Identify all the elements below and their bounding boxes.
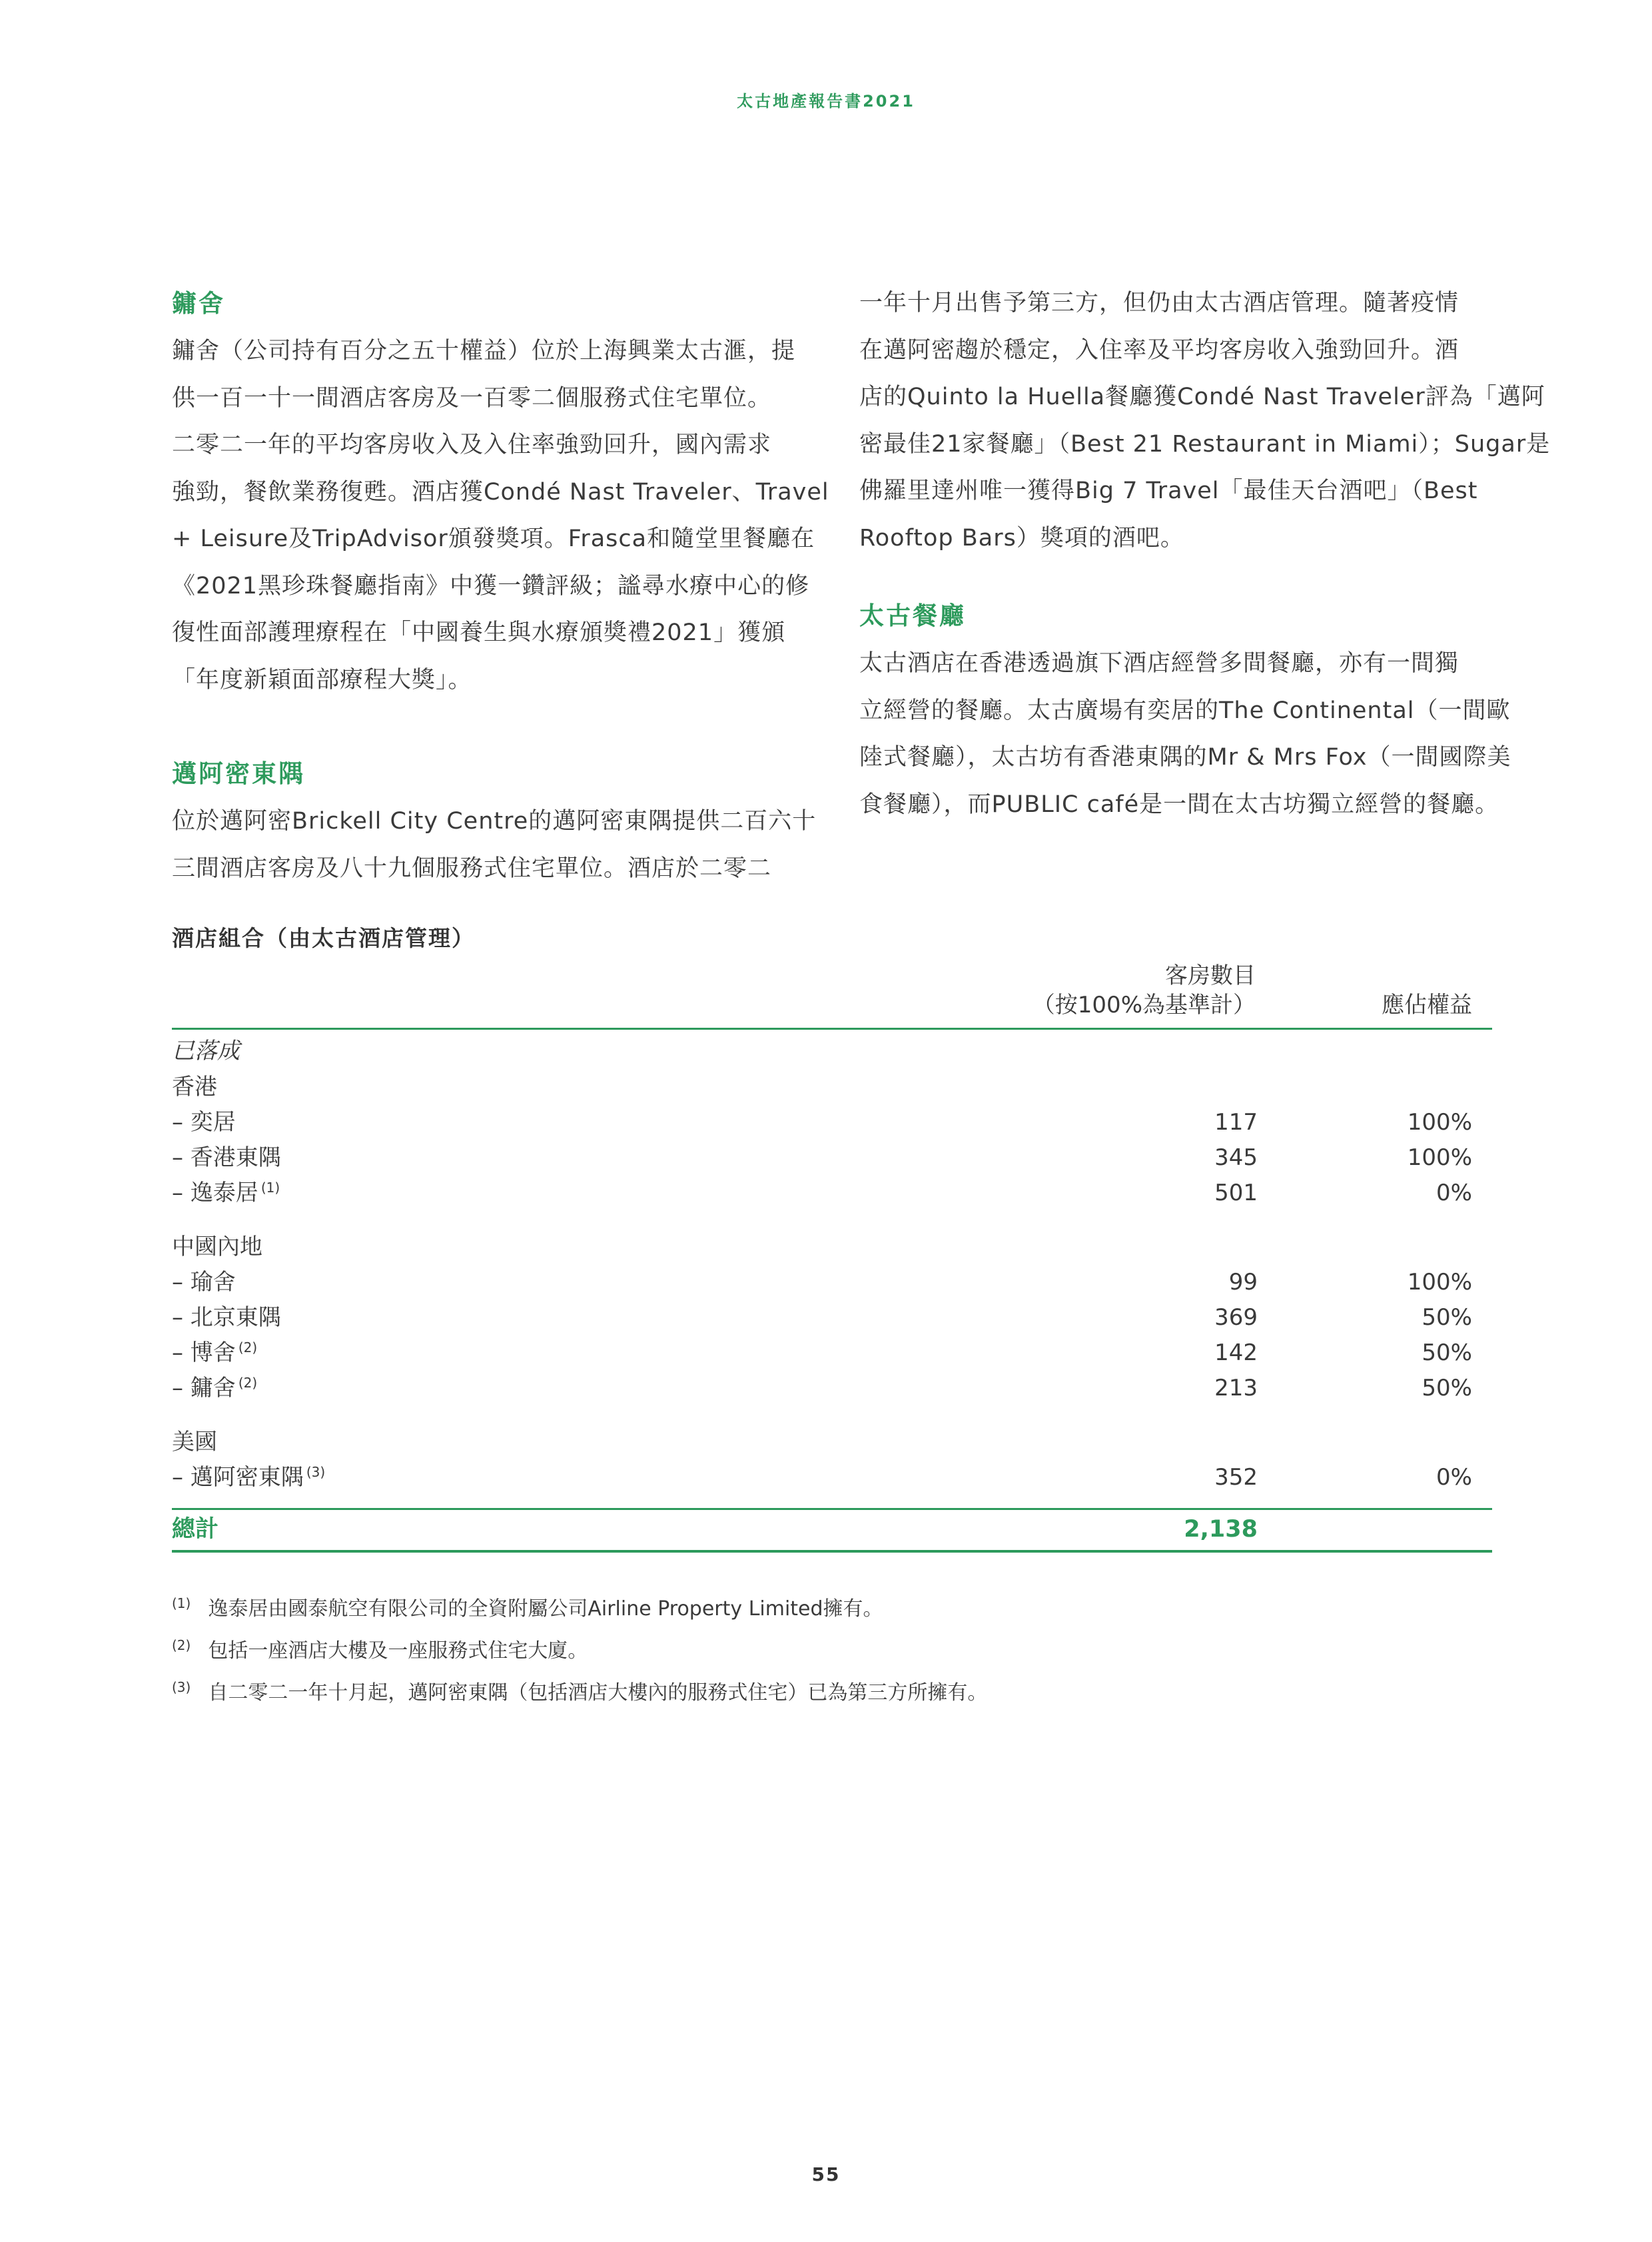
paragraph-line: Rooftop Bars）獎項的酒吧。 [859,524,1184,552]
section-heading-swire-restaurants: 太古餐廳 [859,601,966,630]
page-number: 55 [811,2163,841,2185]
region-label: 美國 [172,1429,217,1455]
table-region-row [172,1070,1492,1104]
left-column [172,280,829,892]
region-label: 中國內地 [172,1234,262,1260]
hotel-rooms: 117 [1214,1109,1258,1136]
column-header-rooms [959,961,1256,1020]
paragraph-line: 一年十月出售予第三方，但仍由太古酒店管理。隨著疫情 [859,290,1459,316]
table-row [172,1301,1492,1334]
section-heading-the-middle-house: 鏞舍 [172,289,225,318]
table-row [172,1336,1492,1369]
table-title: 酒店組合（由太古酒店管理） [172,925,475,951]
paragraph-line: 強勁，餐飲業務復甦。酒店獲Condé Nast Traveler、Travel [172,478,829,506]
hotel-rooms: 369 [1214,1304,1258,1331]
hotel-rooms: 142 [1214,1339,1258,1366]
region-label: 香港 [172,1074,217,1100]
category-label: 已落成 [172,1038,240,1064]
paragraph-line: 位於邁阿密Brickell City Centre的邁阿密東隅提供二百六十 [172,808,817,835]
paragraph-line: 食餐廳），而PUBLIC café是一間在太古坊獨立經營的餐廳。 [859,791,1499,818]
table-region-row [172,1425,1492,1459]
hotel-interest: 0% [1436,1180,1472,1206]
hotel-interest: 0% [1436,1464,1472,1491]
hotel-interest: 100% [1407,1109,1472,1136]
table-header-rule [172,1028,1492,1030]
hotel-interest: 50% [1422,1304,1472,1331]
hotel-name: – 逸泰居 $^{(1)}$ [172,1179,280,1206]
total-rooms: 2,138 [1184,1516,1258,1543]
hotel-name: – 香港東隅 [172,1144,281,1171]
running-header: 太古地產報告書2021 [737,92,915,111]
table-row [172,1141,1492,1174]
hotel-rooms: 345 [1214,1144,1258,1171]
hotel-rooms: 352 [1214,1464,1258,1491]
paragraph-line: 密最佳21家餐廳」（Best 21 Restaurant in Miami）；Sugar是 [859,430,1551,458]
table-row [172,1176,1492,1210]
hotel-interest: 100% [1407,1144,1472,1171]
hotel-interest: 50% [1422,1339,1472,1366]
table-row [172,1106,1492,1139]
hotel-name: – 博舍 $^{(2)}$ [172,1339,258,1366]
table-category-row [172,1034,1492,1068]
column-header-rooms-line1: 客房數目 [1165,962,1256,989]
hotel-name: – 瑜舍 [172,1269,236,1296]
table-total-rule [172,1508,1492,1510]
paragraph-line: 《2021黑珍珠餐廳指南》中獲一鑽評級；謐尋水療中心的修 [172,572,810,599]
hotel-name: – 奕居 [172,1109,236,1136]
paragraph-line: 二零二一年的平均客房收入及入住率強勁回升，國內需求 [172,432,772,458]
table-total-row [172,1513,1492,1546]
paragraph-line: 供一百一十一間酒店客房及一百零二個服務式住宅單位。 [172,384,772,412]
table-row [172,1461,1492,1494]
hotel-name: – 邁阿密東隅 $^{(3)}$ [172,1463,326,1491]
hotel-rooms: 501 [1214,1180,1258,1206]
paragraph-line: 佛羅里達州唯一獲得Big 7 Travel「最佳天台酒吧」（Best [859,478,1478,504]
hotel-rooms: 213 [1214,1375,1258,1401]
paragraph-line: 陸式餐廳），太古坊有香港東隅的Mr & Mrs Fox（一間國際美 [859,744,1511,771]
paragraph-line: 在邁阿密趨於穩定，入住率及平均客房收入強勁回升。酒 [859,336,1459,364]
right-column [859,280,1551,828]
column-header-rooms-line2: （按100%為基準計） [1032,992,1256,1018]
paragraph-line: 復性面部護理療程在「中國養生與水療頒獎禮2021」獲頒 [172,619,786,646]
paragraph-line: 店的Quinto la Huella餐廳獲Condé Nast Traveler評為「邁阿 [859,384,1545,410]
total-label: 總計 [172,1516,219,1543]
paragraph-line: 鏞舍（公司持有百分之五十權益）位於上海興業太古滙，提 [172,338,796,364]
footnote: $^{(2)}$ 包括一座酒店大樓及一座服務式住宅大廈。 [172,1637,588,1663]
paragraph-line: 三間酒店客房及八十九個服務式住宅單位。酒店於二零二 [172,855,772,882]
hotel-interest: 100% [1407,1269,1472,1296]
footnote: $^{(1)}$ 逸泰居由國泰航空有限公司的全資附屬公司Airline Property Limited擁有。 [172,1595,883,1621]
hotel-name: – 鏞舍 $^{(2)}$ [172,1374,258,1401]
footnote: $^{(3)}$ 自二零二一年十月起，邁阿密東隅（包括酒店大樓內的服務式住宅）已為第三方所擁有。 [172,1679,988,1704]
table-row [172,1266,1492,1299]
column-header-interest: 應佔權益 [1382,992,1472,1018]
table-bottom-rule [172,1550,1492,1553]
table-row [172,1371,1492,1405]
hotel-interest: 50% [1422,1375,1472,1401]
paragraph-line: 立經營的餐廳。太古廣場有奕居的The Continental（一間歐 [859,697,1511,724]
paragraph-line: 太古酒店在香港透過旗下酒店經營多間餐廳，亦有一間獨 [859,650,1459,677]
footnotes [172,1585,987,1711]
hotel-name: – 北京東隅 [172,1304,281,1331]
hotel-rooms: 99 [1228,1269,1258,1296]
section-heading-east-miami: 邁阿密東隅 [172,759,305,788]
paragraph-line: + Leisure及TripAdvisor頒發獎項。Frasca和隨堂里餐廳在 [172,526,815,552]
paragraph-line: 「年度新穎面部療程大獎」。 [172,666,472,693]
table-region-row [172,1230,1492,1264]
